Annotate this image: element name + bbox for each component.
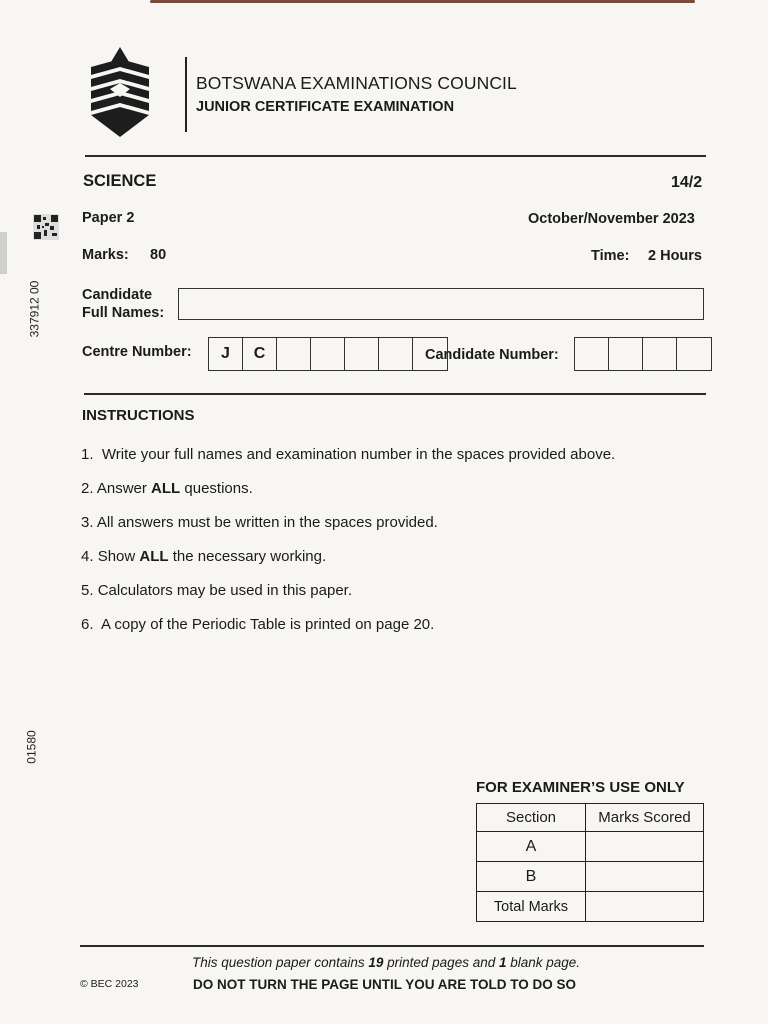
marks-cell[interactable] — [586, 832, 704, 862]
candidate-number-label: Candidate Number: — [425, 347, 559, 363]
examiner-table — [476, 803, 704, 922]
candidate-number-field[interactable] — [574, 337, 712, 371]
side-code-bottom: 01580 — [24, 730, 39, 764]
footer-rule — [80, 945, 704, 947]
centre-number-field[interactable] — [208, 337, 448, 371]
header-rule — [85, 155, 706, 157]
side-code-top: 337912 00 — [27, 280, 42, 338]
instruction-item: 3. All answers must be written in the spaces provided. — [81, 514, 438, 531]
section-header: Section — [477, 804, 586, 832]
time-label: Time: — [591, 248, 630, 264]
exam-session: October/November 2023 — [528, 211, 695, 227]
copyright: © BEC 2023 — [80, 978, 139, 990]
centre-cell[interactable] — [379, 338, 413, 370]
section-cell: B — [477, 862, 586, 892]
table-row — [477, 832, 704, 862]
do-not-turn-warning: DO NOT TURN THE PAGE UNTIL YOU ARE TOLD TO DO SO — [193, 977, 577, 992]
section-cell: Total Marks — [477, 892, 586, 922]
instructions-heading: INSTRUCTIONS — [82, 407, 195, 424]
examiner-heading: FOR EXAMINER’S USE ONLY — [476, 779, 685, 796]
candidate-cell[interactable] — [575, 338, 609, 370]
subject-title: SCIENCE — [83, 172, 157, 190]
instruction-item: 5. Calculators may be used in this paper. — [81, 582, 352, 599]
paper-code: 14/2 — [671, 174, 703, 191]
candidate-cell[interactable] — [643, 338, 677, 370]
barcode-icon — [33, 214, 59, 240]
candidate-label-line1: Candidate — [82, 287, 153, 303]
paper-number: Paper 2 — [82, 210, 135, 226]
candidate-cell[interactable] — [609, 338, 643, 370]
council-name: BOTSWANA EXAMINATIONS COUNCIL — [196, 73, 517, 93]
bec-logo-icon — [86, 45, 154, 140]
marks-label: Marks: — [82, 247, 129, 263]
marks-cell[interactable] — [586, 862, 704, 892]
candidate-cell[interactable] — [677, 338, 711, 370]
instruction-item: 6. A copy of the Periodic Table is printed on page 20. — [81, 616, 435, 633]
centre-number-label: Centre Number: — [82, 344, 192, 360]
table-row — [477, 862, 704, 892]
centre-cell[interactable]: C — [243, 338, 277, 370]
centre-cell[interactable] — [277, 338, 311, 370]
table-row — [477, 892, 704, 922]
marks-header: Marks Scored — [586, 804, 704, 832]
centre-cell[interactable]: J — [209, 338, 243, 370]
instruction-item: 2. Answer ALL questions. — [81, 480, 253, 497]
marks-value: 80 — [150, 247, 167, 263]
top-edge-line — [150, 0, 695, 3]
exam-title: JUNIOR CERTIFICATE EXAMINATION — [196, 99, 455, 115]
instructions-list — [81, 446, 615, 650]
marks-cell[interactable] — [586, 892, 704, 922]
centre-cell[interactable] — [345, 338, 379, 370]
instruction-item: 1. Write your full names and examination number in the spaces provided above. — [81, 446, 616, 463]
time-value: 2 Hours — [648, 248, 702, 264]
header-separator — [185, 57, 187, 132]
page-count-note: This question paper contains 19 printed pages and 1 blank page. — [192, 955, 581, 970]
section-cell: A — [477, 832, 586, 862]
scan-artifact — [0, 232, 7, 274]
candidate-label-line2: Full Names: — [82, 305, 165, 321]
candidate-names-field[interactable] — [178, 288, 704, 320]
instructions-rule — [84, 393, 706, 395]
instruction-item: 4. Show ALL the necessary working. — [81, 548, 327, 565]
centre-cell[interactable] — [311, 338, 345, 370]
